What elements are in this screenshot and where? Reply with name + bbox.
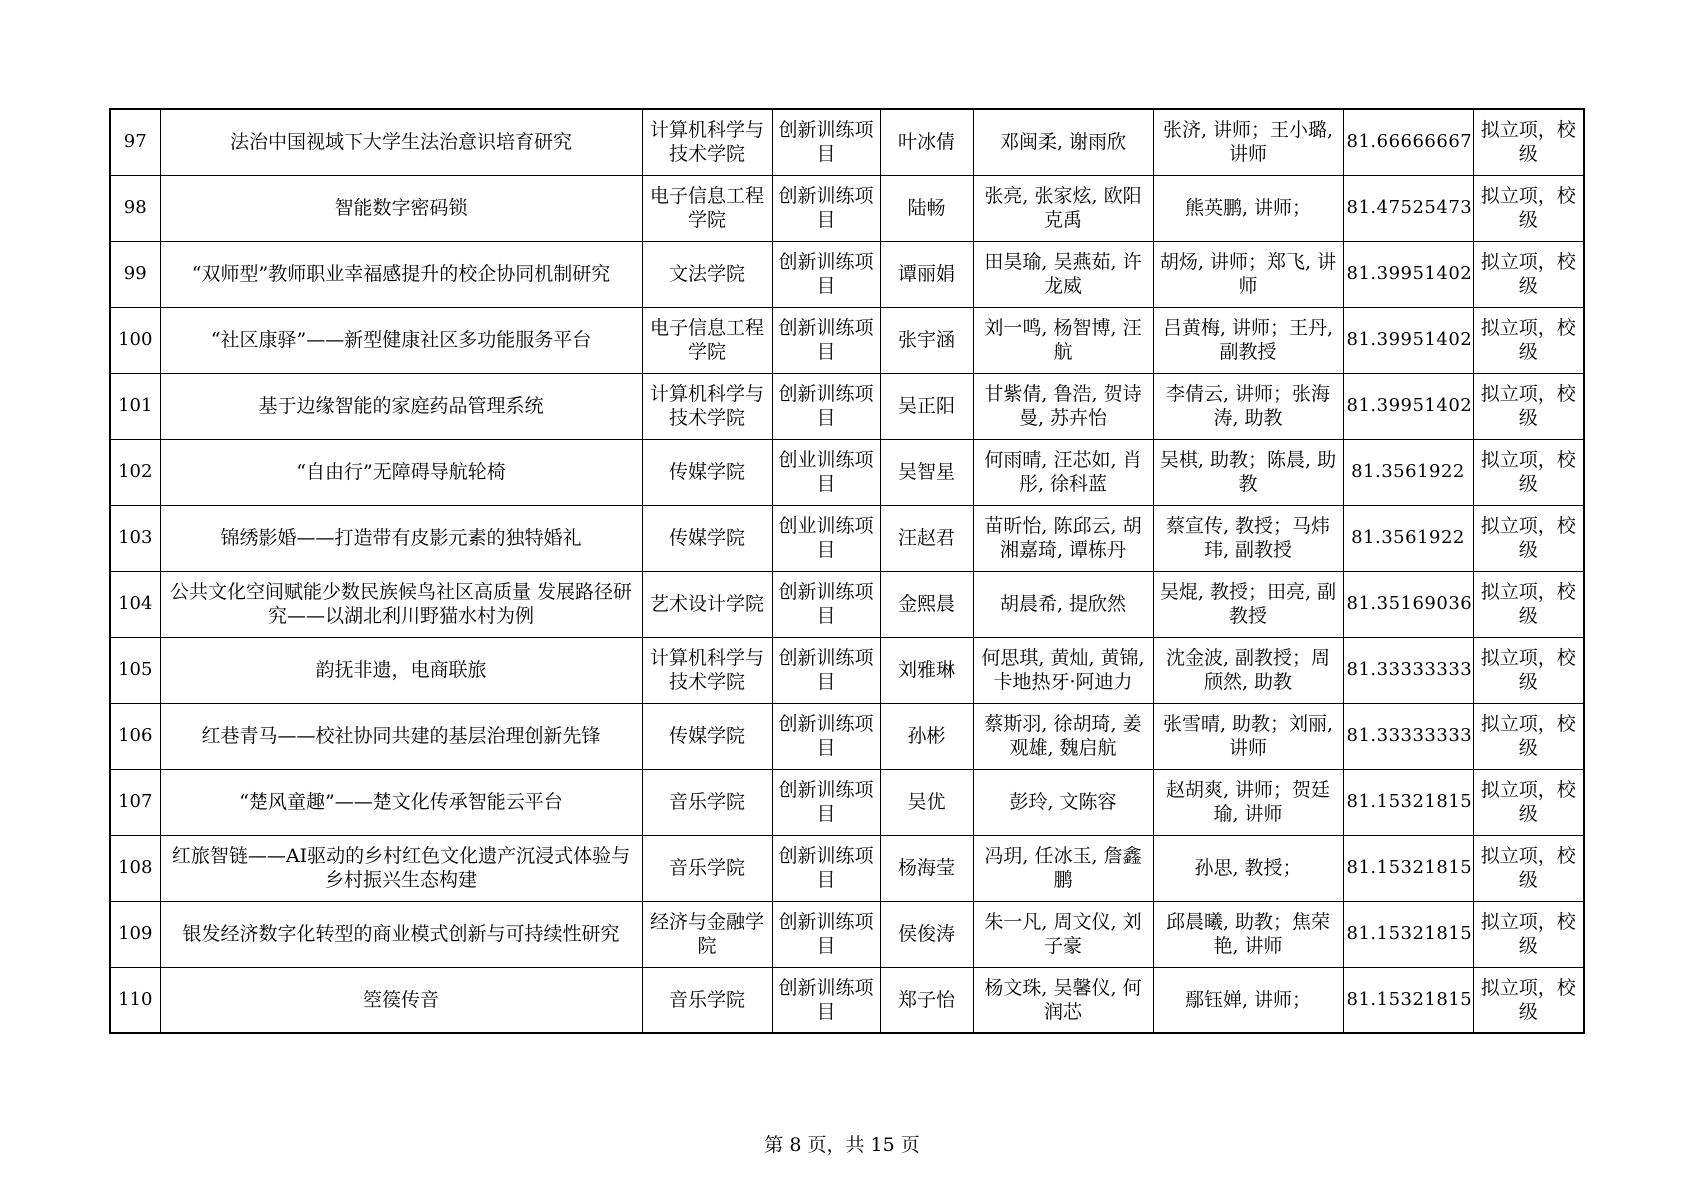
score-cell: 81.15321815 — [1343, 967, 1473, 1033]
project-id-cell: 97 — [110, 109, 160, 175]
score-cell: 81.66666667 — [1343, 109, 1473, 175]
leader-cell: 刘雅琳 — [880, 637, 973, 703]
college-cell: 文法学院 — [642, 241, 772, 307]
project-type-cell: 创业训练项目 — [772, 439, 880, 505]
project-title-cell: 红旅智链——AI驱动的乡村红色文化遗产沉浸式体验与乡村振兴生态构建 — [160, 835, 642, 901]
leader-cell: 杨海莹 — [880, 835, 973, 901]
project-title-cell: 基于边缘智能的家庭药品管理系统 — [160, 373, 642, 439]
project-title-cell: 银发经济数字化转型的商业模式创新与可持续性研究 — [160, 901, 642, 967]
table-row — [110, 571, 1584, 637]
project-id-cell: 102 — [110, 439, 160, 505]
project-id-cell: 100 — [110, 307, 160, 373]
project-type-cell: 创新训练项目 — [772, 769, 880, 835]
result-cell: 拟立项，校级 — [1473, 439, 1584, 505]
project-id-cell: 105 — [110, 637, 160, 703]
project-id-cell: 104 — [110, 571, 160, 637]
leader-cell: 郑子怡 — [880, 967, 973, 1033]
result-cell: 拟立项，校级 — [1473, 967, 1584, 1033]
project-title-cell: “楚风童趣”——楚文化传承智能云平台 — [160, 769, 642, 835]
score-cell: 81.3561922 — [1343, 505, 1473, 571]
project-type-cell: 创新训练项目 — [772, 967, 880, 1033]
advisors-cell: 赵胡爽, 讲师；贺廷瑜, 讲师 — [1153, 769, 1343, 835]
members-cell: 田昊瑜, 吴燕茹, 许龙威 — [973, 241, 1153, 307]
project-title-cell: 智能数字密码锁 — [160, 175, 642, 241]
table-row — [110, 505, 1584, 571]
college-cell: 计算机科学与技术学院 — [642, 109, 772, 175]
score-cell: 81.15321815 — [1343, 769, 1473, 835]
result-cell: 拟立项，校级 — [1473, 703, 1584, 769]
members-cell: 蔡斯羽, 徐胡琦, 姜观雄, 魏启航 — [973, 703, 1153, 769]
college-cell: 电子信息工程学院 — [642, 307, 772, 373]
members-cell: 邓闽柔, 谢雨欣 — [973, 109, 1153, 175]
score-cell: 81.39951402 — [1343, 307, 1473, 373]
advisors-cell: 吕黄梅, 讲师；王丹, 副教授 — [1153, 307, 1343, 373]
members-cell: 何雨晴, 汪芯如, 肖彤, 徐科蓝 — [973, 439, 1153, 505]
project-id-cell: 109 — [110, 901, 160, 967]
project-id-cell: 98 — [110, 175, 160, 241]
table-row — [110, 109, 1584, 175]
score-cell: 81.15321815 — [1343, 835, 1473, 901]
result-cell: 拟立项，校级 — [1473, 109, 1584, 175]
table-row — [110, 373, 1584, 439]
members-cell: 胡晨希, 提欣然 — [973, 571, 1153, 637]
leader-cell: 汪赵君 — [880, 505, 973, 571]
table-row — [110, 439, 1584, 505]
advisors-cell: 张济, 讲师；王小璐, 讲师 — [1153, 109, 1343, 175]
result-cell: 拟立项，校级 — [1473, 241, 1584, 307]
members-cell: 朱一凡, 周文仪, 刘子豪 — [973, 901, 1153, 967]
score-cell: 81.35169036 — [1343, 571, 1473, 637]
leader-cell: 侯俊涛 — [880, 901, 973, 967]
project-title-cell: 法治中国视域下大学生法治意识培育研究 — [160, 109, 642, 175]
leader-cell: 陆畅 — [880, 175, 973, 241]
result-cell: 拟立项，校级 — [1473, 505, 1584, 571]
members-cell: 苗昕怡, 陈邱云, 胡湘嘉琦, 谭栋丹 — [973, 505, 1153, 571]
college-cell: 音乐学院 — [642, 835, 772, 901]
project-type-cell: 创新训练项目 — [772, 373, 880, 439]
score-cell: 81.33333333 — [1343, 637, 1473, 703]
table-row — [110, 835, 1584, 901]
advisors-cell: 鄢钰婵, 讲师； — [1153, 967, 1343, 1033]
advisors-cell: 熊英鹏, 讲师； — [1153, 175, 1343, 241]
advisors-cell: 吴焜, 教授；田亮, 副教授 — [1153, 571, 1343, 637]
project-type-cell: 创新训练项目 — [772, 637, 880, 703]
leader-cell: 孙彬 — [880, 703, 973, 769]
members-cell: 杨文珠, 吴馨仪, 何润芯 — [973, 967, 1153, 1033]
project-type-cell: 创新训练项目 — [772, 241, 880, 307]
advisors-cell: 邱晨曦, 助教；焦荣艳, 讲师 — [1153, 901, 1343, 967]
result-cell: 拟立项，校级 — [1473, 901, 1584, 967]
table-row — [110, 901, 1584, 967]
college-cell: 传媒学院 — [642, 703, 772, 769]
college-cell: 计算机科学与技术学院 — [642, 637, 772, 703]
members-cell: 甘紫倩, 鲁浩, 贺诗曼, 苏卉怡 — [973, 373, 1153, 439]
college-cell: 计算机科学与技术学院 — [642, 373, 772, 439]
project-type-cell: 创新训练项目 — [772, 175, 880, 241]
table-row — [110, 241, 1584, 307]
project-id-cell: 103 — [110, 505, 160, 571]
leader-cell: 金熙晨 — [880, 571, 973, 637]
project-id-cell: 107 — [110, 769, 160, 835]
leader-cell: 吴优 — [880, 769, 973, 835]
leader-cell: 张宇涵 — [880, 307, 973, 373]
project-title-cell: 公共文化空间赋能少数民族候鸟社区高质量 发展路径研究——以湖北利川野猫水村为例 — [160, 571, 642, 637]
project-type-cell: 创新训练项目 — [772, 835, 880, 901]
members-cell: 刘一鸣, 杨智博, 汪航 — [973, 307, 1153, 373]
score-cell: 81.39951402 — [1343, 373, 1473, 439]
project-title-cell: 锦绣影婚——打造带有皮影元素的独特婚礼 — [160, 505, 642, 571]
college-cell: 音乐学院 — [642, 967, 772, 1033]
table-row — [110, 307, 1584, 373]
project-title-cell: “社区康驿”——新型健康社区多功能服务平台 — [160, 307, 642, 373]
score-cell: 81.15321815 — [1343, 901, 1473, 967]
project-id-cell: 110 — [110, 967, 160, 1033]
result-cell: 拟立项，校级 — [1473, 769, 1584, 835]
project-id-cell: 99 — [110, 241, 160, 307]
score-cell: 81.39951402 — [1343, 241, 1473, 307]
project-type-cell: 创业训练项目 — [772, 505, 880, 571]
table-row — [110, 769, 1584, 835]
advisors-cell: 吴棋, 助教；陈晨, 助教 — [1153, 439, 1343, 505]
college-cell: 音乐学院 — [642, 769, 772, 835]
result-cell: 拟立项，校级 — [1473, 307, 1584, 373]
college-cell: 传媒学院 — [642, 505, 772, 571]
table-body — [110, 109, 1584, 1033]
table-row — [110, 967, 1584, 1033]
college-cell: 艺术设计学院 — [642, 571, 772, 637]
college-cell: 经济与金融学院 — [642, 901, 772, 967]
project-type-cell: 创新训练项目 — [772, 901, 880, 967]
result-cell: 拟立项，校级 — [1473, 175, 1584, 241]
members-cell: 冯玥, 任冰玉, 詹鑫鹏 — [973, 835, 1153, 901]
score-cell: 81.3561922 — [1343, 439, 1473, 505]
advisors-cell: 沈金波, 副教授；周颀然, 助教 — [1153, 637, 1343, 703]
table-row — [110, 703, 1584, 769]
project-title-cell: “双师型”教师职业幸福感提升的校企协同机制研究 — [160, 241, 642, 307]
result-cell: 拟立项，校级 — [1473, 835, 1584, 901]
members-cell: 张亮, 张家炫, 欧阳克禹 — [973, 175, 1153, 241]
college-cell: 传媒学院 — [642, 439, 772, 505]
project-type-cell: 创新训练项目 — [772, 109, 880, 175]
leader-cell: 吴智星 — [880, 439, 973, 505]
leader-cell: 谭丽娟 — [880, 241, 973, 307]
score-cell: 81.47525473 — [1343, 175, 1473, 241]
project-type-cell: 创新训练项目 — [772, 307, 880, 373]
table-row — [110, 637, 1584, 703]
leader-cell: 叶冰倩 — [880, 109, 973, 175]
page-number: 第 8 页，共 15 页 — [764, 1134, 920, 1156]
project-id-cell: 106 — [110, 703, 160, 769]
project-table — [109, 108, 1585, 1034]
members-cell: 彭玲, 文陈容 — [973, 769, 1153, 835]
project-title-cell: 韵抚非遗，电商联旅 — [160, 637, 642, 703]
result-cell: 拟立项，校级 — [1473, 373, 1584, 439]
result-cell: 拟立项，校级 — [1473, 571, 1584, 637]
advisors-cell: 蔡宣传, 教授；马炜玮, 副教授 — [1153, 505, 1343, 571]
advisors-cell: 胡炀, 讲师；郑飞, 讲师 — [1153, 241, 1343, 307]
table-row — [110, 175, 1584, 241]
project-type-cell: 创新训练项目 — [772, 703, 880, 769]
advisors-cell: 张雪晴, 助教；刘丽, 讲师 — [1153, 703, 1343, 769]
result-cell: 拟立项，校级 — [1473, 637, 1584, 703]
project-title-cell: “自由行”无障碍导航轮椅 — [160, 439, 642, 505]
members-cell: 何思琪, 黄灿, 黄锦, 卡地热牙·阿迪力 — [973, 637, 1153, 703]
project-title-cell: 箜篌传音 — [160, 967, 642, 1033]
project-id-cell: 101 — [110, 373, 160, 439]
score-cell: 81.33333333 — [1343, 703, 1473, 769]
leader-cell: 吴正阳 — [880, 373, 973, 439]
advisors-cell: 孙思, 教授； — [1153, 835, 1343, 901]
advisors-cell: 李倩云, 讲师；张海涛, 助教 — [1153, 373, 1343, 439]
college-cell: 电子信息工程学院 — [642, 175, 772, 241]
project-id-cell: 108 — [110, 835, 160, 901]
project-type-cell: 创新训练项目 — [772, 571, 880, 637]
project-title-cell: 红巷青马——校社协同共建的基层治理创新先锋 — [160, 703, 642, 769]
